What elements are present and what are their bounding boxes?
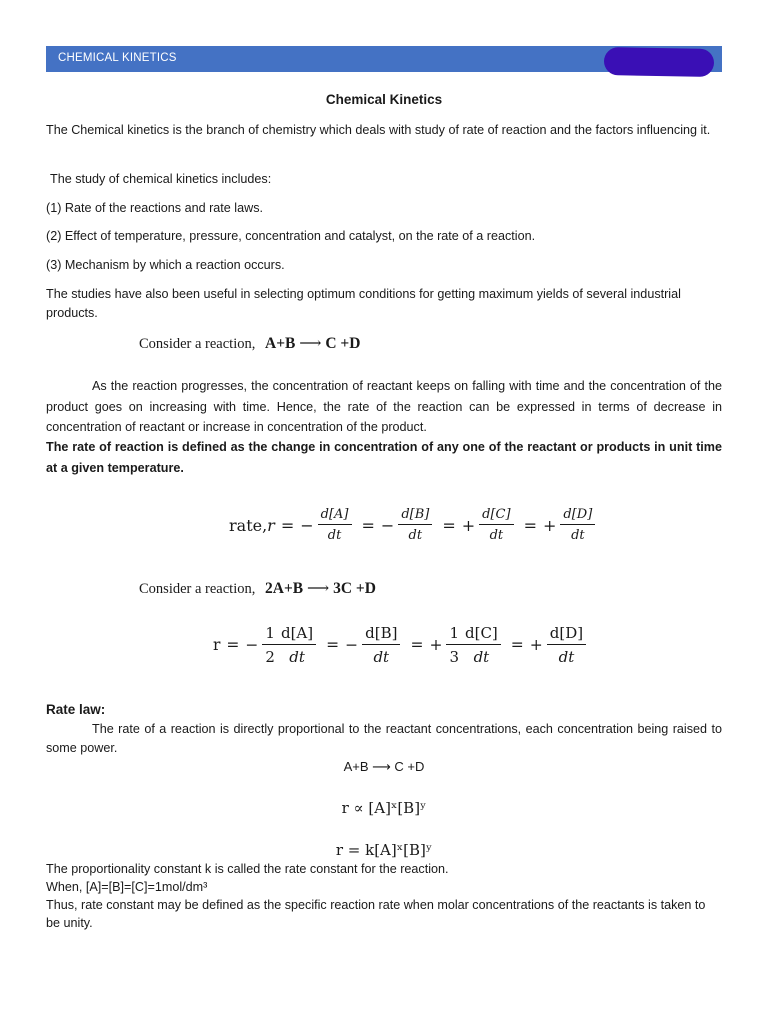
arrow-icon: ⟶ [307, 580, 330, 597]
rate-law-equation: r = k[A]ˣ[B]ʸ [335, 841, 433, 859]
rate-eq2-sign-2: − [345, 636, 359, 654]
reaction-1 [139, 334, 360, 353]
rate-eq2-frac-4: $\frac{d[D]}{dt}$ [547, 624, 586, 666]
page-title: Chemical Kinetics [325, 92, 443, 107]
rate-eq2-sign-4: + [529, 636, 543, 654]
reaction-1-right: C +D [325, 335, 361, 352]
reaction-2-prefix: Consider a reaction, [139, 581, 256, 597]
rate-eq1-sign-3: + [461, 515, 476, 535]
rate-eq1-frac-4: $\frac{d[D]}{dt}$ [560, 507, 595, 543]
rate-eq2-frac-2: $\frac{d[B]}{dt}$ [362, 624, 400, 666]
rate-equation-1: rate, r = − $\frac{d[A]}{dt}$ = − $\frac{d[B]}{dt}$ = + $\frac{d[C]}{dt}$ = + $\frac{d[D]}{dt}$ [229, 507, 599, 543]
when-note: When, [A]=[B]=[C]=1mol/dm³ [46, 880, 208, 894]
thus-note: Thus, rate constant may be defined as the specific reaction rate when molar concentrations of the reactants is taken to be unity. [46, 898, 706, 930]
rate-eq1-sign-1: − [300, 515, 314, 535]
reaction-1-equation [265, 335, 360, 352]
header-band [46, 46, 722, 72]
rate-law-heading: Rate law: [46, 702, 106, 717]
rate-law-text: The rate of a reaction is directly proportional to the reactant concentrations, each concentration being raised to some power. [46, 722, 722, 755]
reaction-2-right: 3C +D [333, 580, 376, 597]
rate-eq2-frac-3: $\frac{d[C]}{dt}$ [462, 624, 501, 666]
reaction-1-left: A+B [265, 335, 296, 352]
study-intro: The study of chemical kinetics includes: [50, 172, 272, 186]
rate-eq2-coef-1: $\frac{1}{2}$ [262, 624, 278, 666]
rate-equation-2: r = − $\frac{1}{2}$ $\frac{d[A]}{dt}$ = − $\frac{d[B]}{dt}$ = + $\frac{1}{3}$ $\frac{d[C]}{dt}$ = + $\frac{d[D]}{dt}$ [213, 624, 590, 666]
rate-law-reaction: A+B ⟶ C +D [343, 759, 425, 774]
rate-law-proportional: r ∝ [A]ˣ[B]ʸ [341, 799, 427, 817]
rate-eq1-frac-2: $\frac{d[B]}{dt}$ [398, 507, 432, 543]
rate-eq1-sign-2: − [380, 515, 395, 535]
rate-definition: The rate of reaction is defined as the change in concentration of any one of the reactant or products in unit time at a given temperature. [46, 440, 722, 475]
rate-eq1-sign-4: + [542, 515, 557, 535]
rate-eq2-frac-1: $\frac{d[A]}{dt}$ [278, 624, 316, 666]
reaction-1-prefix: Consider a reaction, [139, 336, 256, 352]
header-label: CHEMICAL KINETICS [58, 52, 177, 64]
rate-constant-note: The proportionality constant k is called the rate constant for the reaction. [46, 862, 449, 876]
reaction-2-equation [265, 580, 376, 597]
rate-eq1-var: r [267, 515, 275, 535]
rate-eq1-lhs: rate, [229, 515, 268, 535]
studies-useful-paragraph: The studies have also been useful in selecting optimum conditions for getting maximum yields of several industrial products. [46, 287, 681, 320]
intro-paragraph: The Chemical kinetics is the branch of chemistry which deals with study of rate of reaction and the factors influencing it. [46, 123, 711, 137]
rate-eq2-var: r [213, 636, 221, 654]
reaction-2 [139, 579, 376, 598]
rate-eq2-sign-1: − [245, 636, 259, 654]
reaction-2-left: 2A+B [265, 580, 304, 597]
progress-paragraph: As the reaction progresses, the concentration of reactant keeps on falling with time and the concentration of the product goes on increasing with time. Hence, the rate of the reaction can be expressed in terms of decrease in concentration of reactant or increase in concentration of the product. [46, 379, 722, 434]
redaction-mark [604, 47, 714, 77]
rate-eq2-sign-3: + [429, 636, 443, 654]
rate-eq2-coef-3: $\frac{1}{3}$ [446, 624, 462, 666]
rate-eq1-frac-1: $\frac{d[A]}{dt}$ [318, 507, 352, 543]
arrow-icon: ⟶ [299, 335, 322, 352]
rate-eq1-frac-3: $\frac{d[C]}{dt}$ [479, 507, 513, 543]
study-point-1: (1) Rate of the reactions and rate laws. [46, 201, 264, 215]
study-point-2: (2) Effect of temperature, pressure, concentration and catalyst, on the rate of a reaction. [46, 229, 536, 243]
study-point-3: (3) Mechanism by which a reaction occurs. [46, 258, 285, 272]
